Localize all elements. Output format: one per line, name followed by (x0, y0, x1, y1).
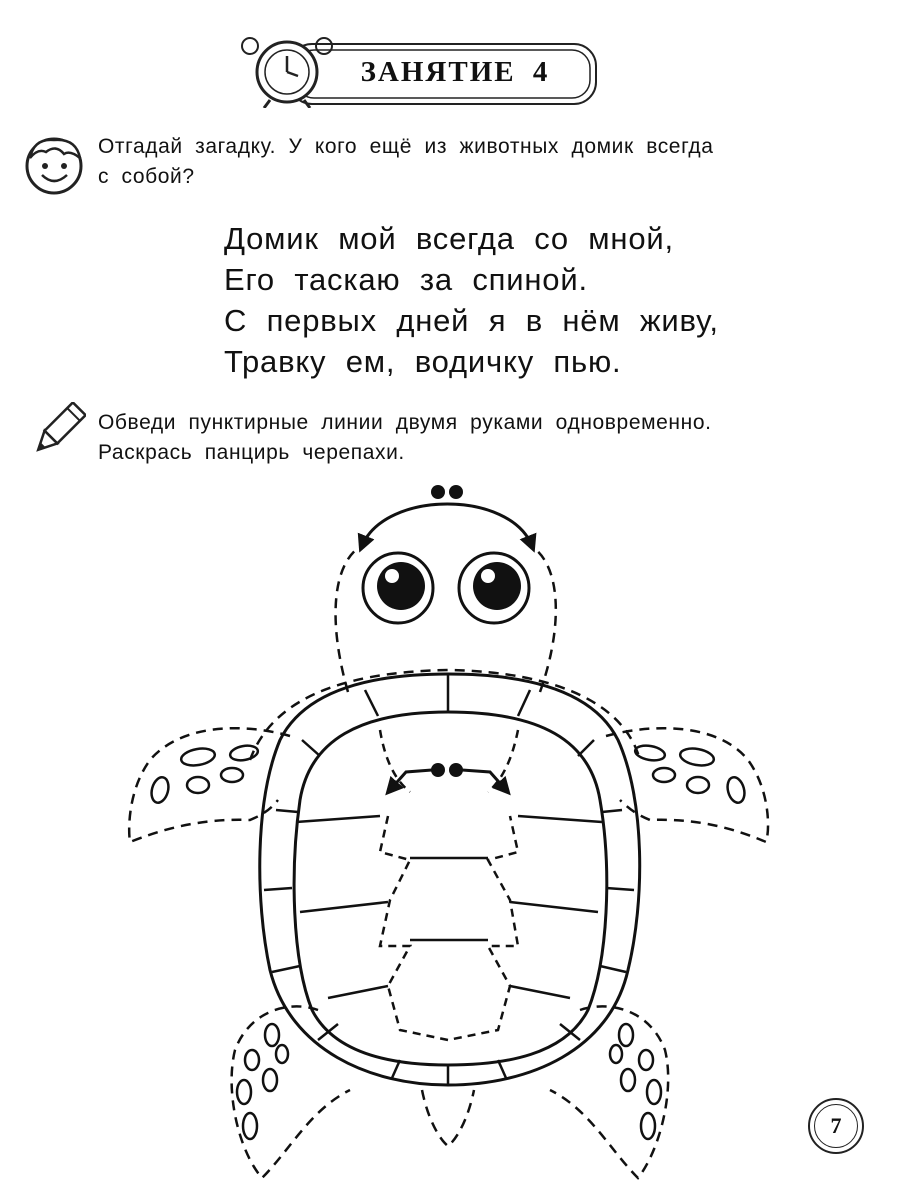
start-dot (449, 485, 463, 499)
riddle-line: Травку ем, водичку пью. (224, 344, 622, 379)
task-2-line: Обведи пунктирные линии двумя руками одновременно. (98, 411, 712, 434)
pencil-icon (30, 402, 86, 458)
riddle-line: С первых дней я в нём живу, (224, 303, 719, 338)
shell-inner-line (294, 712, 607, 1065)
start-dot (431, 485, 445, 499)
task-1-line: с собой? (98, 165, 195, 188)
turtle-illustration (0, 470, 900, 1190)
turtle-eyes (363, 553, 529, 623)
riddle-poem (224, 218, 824, 382)
head-left-dashed-line (336, 548, 358, 692)
child-face-icon (20, 132, 90, 196)
task-2-instructions (98, 408, 712, 468)
page-number: 7 (814, 1104, 858, 1148)
left-back-flipper-dashed-line (232, 1006, 350, 1178)
task-1-instructions (98, 132, 714, 192)
tail-dashed-line (422, 1090, 474, 1146)
riddle-line: Домик мой всегда со мной, (224, 221, 674, 256)
right-back-flipper-dashed-line (550, 1006, 668, 1178)
head-right-dashed-line (534, 548, 556, 692)
scute-dashed-line (380, 816, 518, 1040)
riddle-line: Его таскаю за спиной. (224, 262, 588, 297)
task-2-line: Раскрась панцирь черепахи. (98, 441, 405, 464)
page-number-badge (808, 1098, 864, 1154)
lesson-header (240, 36, 600, 108)
shell-outer-line (260, 674, 640, 1085)
task-1-line: Отгадай загадку. У кого ещё из животных домик всегда (98, 135, 714, 158)
head-arrow (362, 504, 532, 546)
lesson-title: ЗАНЯТИЕ 4 (360, 55, 550, 88)
